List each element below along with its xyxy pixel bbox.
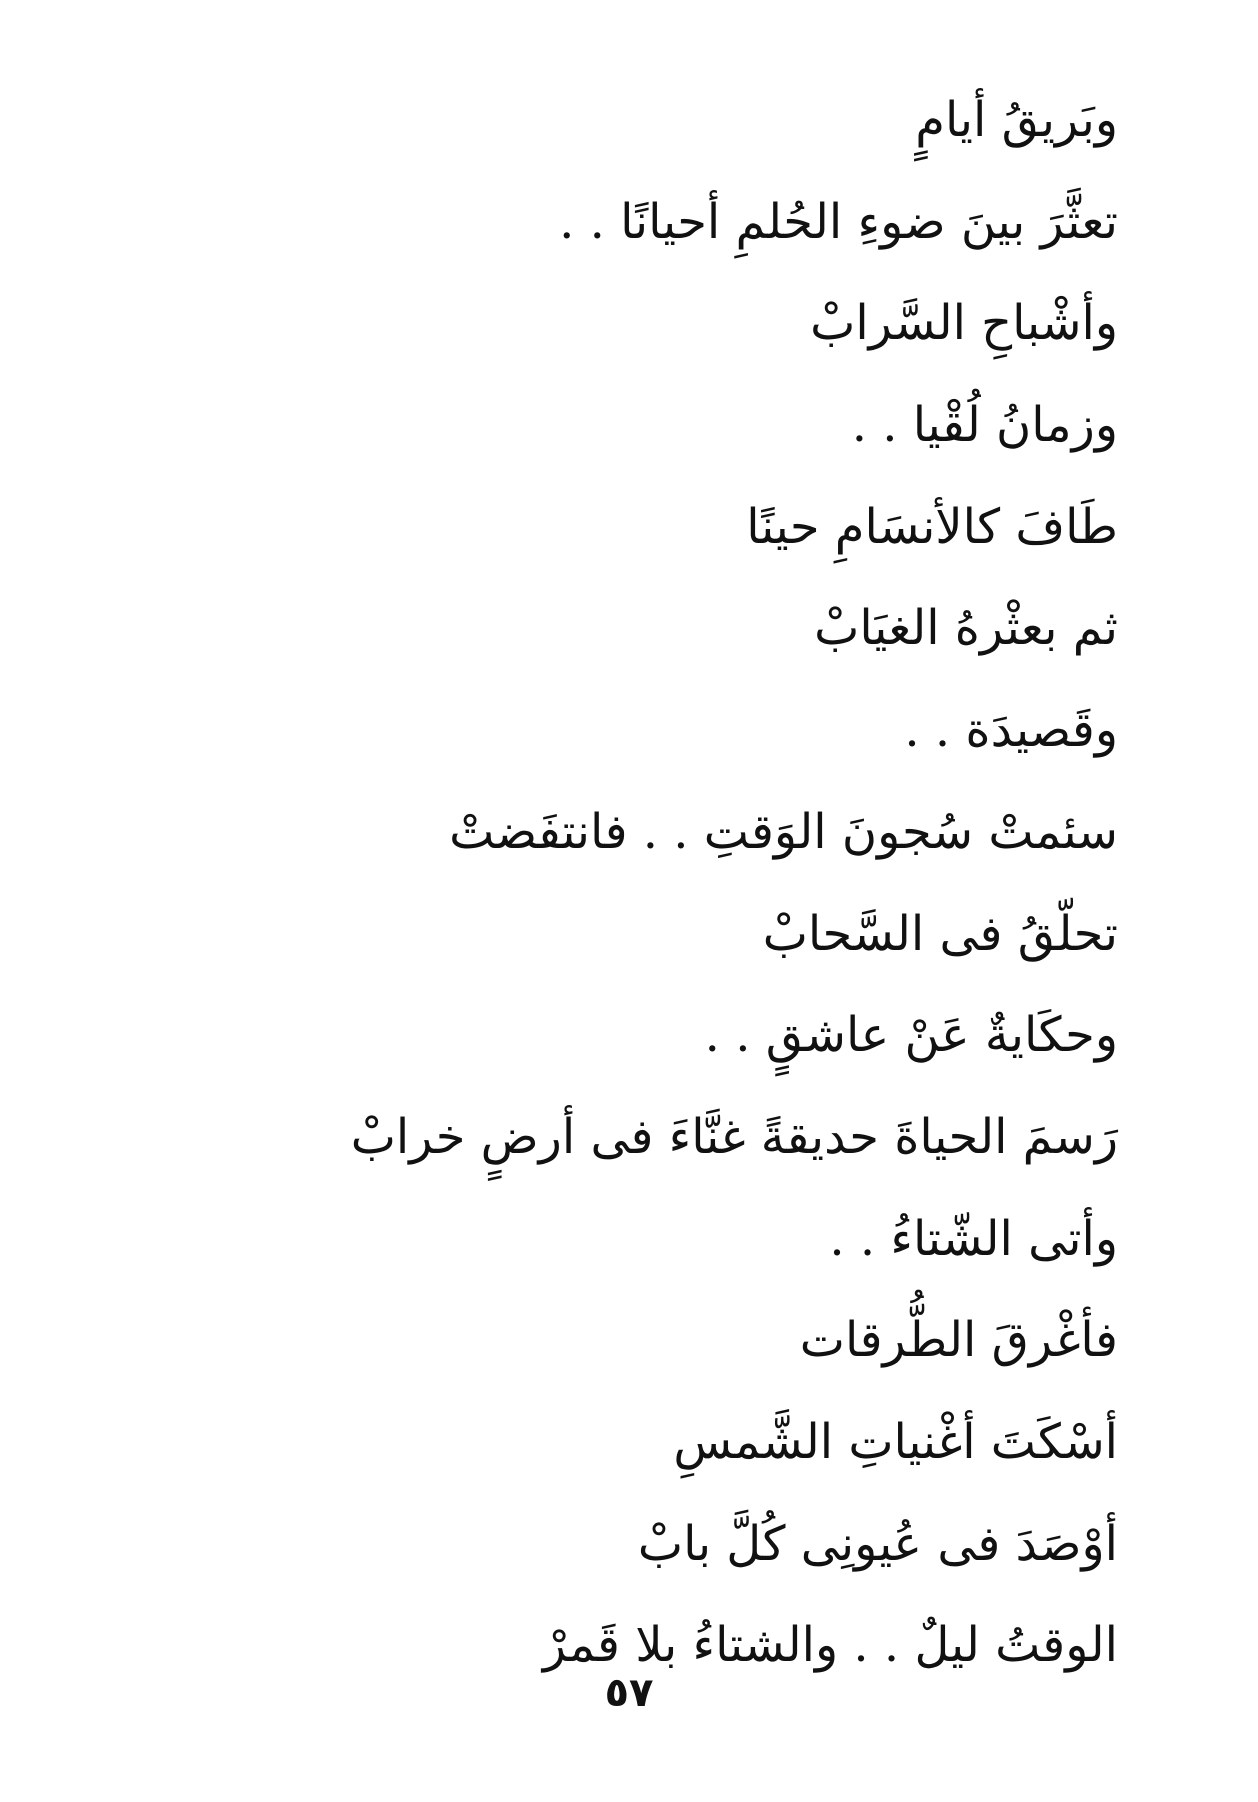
poem-line: وحكَايةٌ عَنْ عاشقٍ . . <box>704 1007 1118 1064</box>
poem-line: وبَريقُ أيامٍ <box>915 92 1118 148</box>
poem-line: وقَصيدَة . . <box>904 702 1118 759</box>
poem-line: رَسمَ الحياةَ حديقةً غنَّاءَ فى أرضٍ خرابْ <box>350 1108 1118 1165</box>
poem-line: الوقتُ ليلٌ . . والشتاءُ بلا قَمرْ <box>542 1617 1118 1674</box>
poem-text <box>218 70 1118 1697</box>
poem-line: طَافَ كالأنسَامِ حينًا <box>746 498 1118 555</box>
poem-line: أسْكَتَ أغْنياتِ الشَّمسِ <box>673 1413 1118 1470</box>
poem-line: سئمتْ سُجونَ الوَقتِ . . فانتفَضتْ <box>449 803 1118 860</box>
poem-line: تحلّقُ فى السَّحابْ <box>762 905 1118 962</box>
poem-line: أوْصَدَ فى عُيونِى كُلَّ بابْ <box>637 1515 1118 1572</box>
page-number: ٥٧ <box>604 1670 654 1716</box>
poem-line: وأتى الشّتاءُ . . <box>829 1210 1118 1267</box>
poem-line: فأغْرقَ الطُّرقات <box>799 1312 1118 1369</box>
poem-line: وأشْباحِ السَّرابْ <box>810 295 1118 352</box>
poem-line: وزمانُ لُقْيا . . <box>851 397 1118 454</box>
poem-line: تعثَّرَ بينَ ضوءِ الحُلمِ أحيانًا . . <box>559 193 1118 250</box>
poem-line: ثم بعثْرهُ الغيَابْ <box>814 600 1118 657</box>
